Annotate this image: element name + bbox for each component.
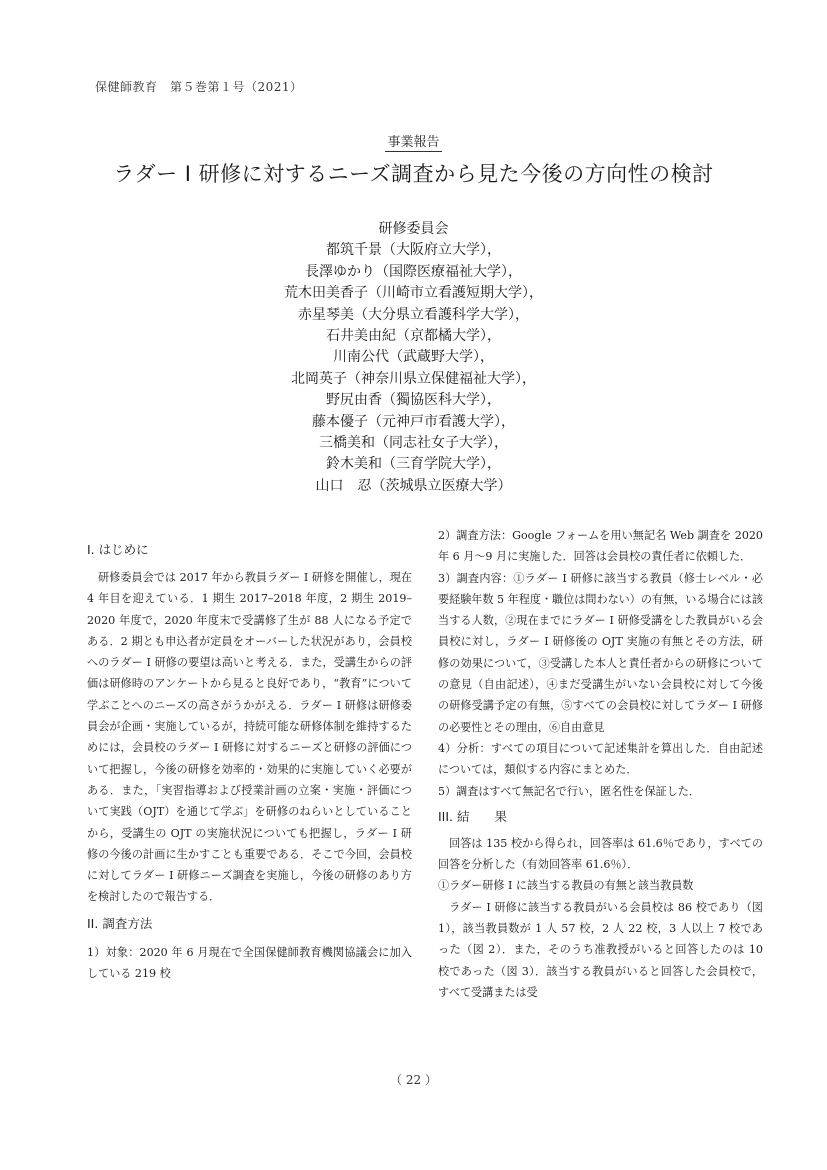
- author-list: [0, 219, 827, 497]
- results-subheading: ①ラダー研修 I に該当する教員の有無と該当教員数: [438, 879, 694, 893]
- methods-item-2: 2）調査方法：Google フォームを用い無記名 Web 調査を 2020 年 6 月〜9 月に実施した．回答は会員校の責任者に依頼した．: [438, 529, 763, 564]
- author-line: 都筑千景（大阪府立大学），: [326, 242, 501, 259]
- methods-item-3: 3）調査内容：①ラダー I 研修に該当する教員（修士レベル・必要経験年数 5 年程度・職位は問わない）の有無，いる場合には該当する人数，②現在までにラダー I 研修受講をした教員がいる会員校に対し，ラダー I 研修後の OJT 実施の有無とその方法，研修の効果について，③受講した本人と責任者からの研修についての意見（自由記述），④まだ受講生がいない会員校に対して今後の研修受講予定の有無，⑤すべての会員校に対してラダー I 研修の必要性とその理由，⑥自由意見: [438, 571, 763, 734]
- results-paragraph-2: ラダー I 研修に該当する教員がいる会員校は 86 校であり（図 1），該当教員数が 1 人 57 校，2 人 22 校，3 人以上 7 校であった（図 2）．また，そのうち准教授がいると回答したのは 10 校であった（図 3）．該当する教員がいると回答した会員校で，すべて受講または受: [438, 900, 763, 999]
- author-line: 荒木田美香子（川崎市立看護短期大学），: [284, 285, 543, 302]
- article-title: ラダー I 研修に対するニーズ調査から見た今後の方向性の検討: [113, 162, 714, 186]
- author-line: 北岡英子（神奈川県立保健福祉大学），: [291, 370, 536, 387]
- left-column: [87, 538, 412, 984]
- right-column: [438, 525, 763, 1003]
- methods-item-1: 1）対象：2020 年 6 月現在で全国保健師教育機関協議会に加入している 219 校: [87, 945, 412, 981]
- methods-item-5: 5）調査はすべて無記名で行い，匿名性を保証した．: [438, 784, 700, 798]
- author-line: 藤本優子（元神戸市看護大学），: [312, 413, 515, 430]
- author-line: 山口 忍（茨城県立医療大学）: [315, 477, 512, 494]
- author-line: 鈴木美和（三育学院大学），: [326, 456, 501, 473]
- journal-header: 保健師教育 第５巻第１号（2021）: [95, 80, 303, 94]
- section-heading-intro: I. はじめに: [87, 542, 149, 557]
- author-line: 川南公代（武蔵野大学），: [333, 349, 494, 366]
- methods-item-4: 4）分析：すべての項目について記述集計を算出した．自由記述については，類似する内容にまとめた．: [438, 741, 763, 777]
- article-category-wrap: [0, 131, 827, 152]
- author-line: 長澤ゆかり（国際医療福祉大学），: [305, 263, 522, 280]
- author-line: 石井美由紀（京都橘大学），: [326, 328, 501, 345]
- section-heading-results: III. 結 果: [438, 808, 508, 824]
- results-paragraph: 回答は 135 校から得られ，回答率は 61.6％であり，すべての回答を分析した（有効回答率 61.6％）．: [438, 836, 763, 872]
- section-heading-methods: II. 調査方法: [87, 915, 153, 931]
- author-line: 野尻由香（獨協医科大学），: [326, 392, 501, 409]
- intro-paragraph: 研修委員会では 2017 年から教員ラダー I 研修を開催し，現在 4 年目を迎えている．1 期生 2017–2018 年度，2 期生 2019–2020 年度で，2020 年度末で受講修了生が 88 人になる予定である．2 期とも申込者が定員をオーバーした状況があり，会員校へのラダー I 研修の要望は高いと考える．また，受講生からの評価は研修時のアンケートから見ると良好であり，“教育”について学ぶことへのニーズの高さがうかがえる．ラダー I 研修は研修委員会が企画・実施しているが，持続可能な研修体制を維持するためには，会員校のラダー I 研修に対するニーズと研修の評価について把握し，今後の研修を効率的・効果的に実施していく必要がある．また，「実習指導および授業計画の立案・実施・評価について実践（OJT）を通じて学ぶ」を研修のねらいとしていることから，受講生の OJT の実施状況についても把握し，ラダー I 研修の今後の計画に生かすことも重要である．そこで今回，会員校に対してラダー I 研修ニーズ調査を実施し，今後の研修のあり方を検討したので報告する．: [87, 571, 412, 904]
- article-category: 事業報告: [385, 131, 441, 152]
- author-line: 三橋美和（同志社女子大学），: [319, 435, 508, 452]
- author-line: 赤星琴美（大分県立看護科学大学），: [298, 306, 529, 323]
- page-number: （ 22 ）: [390, 1073, 437, 1087]
- author-line: 研修委員会: [378, 221, 449, 237]
